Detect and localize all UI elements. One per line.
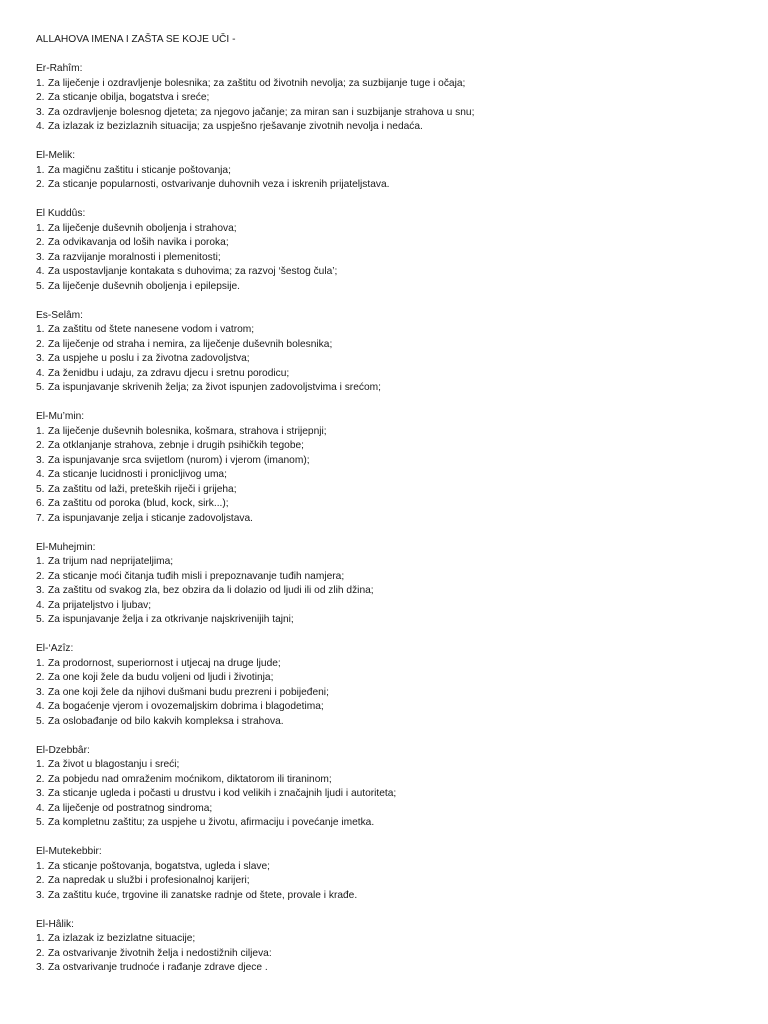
list-item-number: 1.: [36, 425, 45, 437]
list-item-number: 2.: [36, 773, 45, 785]
list-item-text: Za napredak u službi i profesionalnoj karijeri;: [48, 875, 250, 886]
list-item-number: 2.: [36, 179, 45, 190]
list-item-text: Za izlazak iz bezizlaznih situacija; za uspješno rješavanje zivotnih nevolja i nedaća.: [48, 121, 423, 132]
section: [36, 845, 736, 903]
list-item-number: 7.: [36, 512, 45, 524]
list-item-text: Za sticanje lucidnosti i pronicljivog uma;: [48, 469, 227, 480]
list-item-number: 1.: [36, 933, 45, 944]
list-item: [36, 483, 736, 498]
list-item-text: Za sticanje popularnosti, ostvarivanje duhovnih veza i iskrenih prijateljstava.: [48, 179, 390, 190]
list-item-text: Za one koji žele da njihovi dušmani budu prezreni i pobijeđeni;: [48, 686, 329, 698]
list-item-text: Za izlazak iz bezizlatne situacije;: [48, 933, 196, 944]
section: [36, 918, 736, 976]
list-item-number: 3.: [36, 454, 45, 466]
list-item: [36, 947, 736, 962]
list-item-number: 1.: [36, 759, 45, 770]
list-item: [36, 251, 736, 266]
list-item: [36, 555, 736, 570]
list-item-text: Za magičnu zaštitu i sticanje poštovanja;: [48, 164, 231, 176]
list-item: [36, 77, 736, 92]
list-item: [36, 468, 736, 483]
list-item-number: 3.: [36, 788, 45, 799]
list-item: [36, 787, 736, 802]
list-item-text: Za ozdravljenje bolesnog djeteta; za njegovo jačanje; za miran san i suzbijanje strahova u snu;: [48, 106, 475, 118]
list-item: [36, 222, 736, 237]
section: [36, 62, 736, 135]
list-item: [36, 120, 736, 135]
list-item: [36, 700, 736, 715]
list-item-text: Za liječenje duševnih oboljenja i strahova;: [48, 222, 237, 234]
list-item: [36, 323, 736, 338]
list-item: [36, 584, 736, 599]
list-item: [36, 613, 736, 628]
list-item-number: 3.: [36, 889, 45, 901]
list-item-text: Za liječenje duševnih oboljenja i epilepsije.: [48, 280, 240, 292]
list-item-number: 1.: [36, 77, 45, 89]
list-item-text: Za ispunjavanje zelja i sticanje zadovoljstava.: [48, 512, 253, 524]
list-item-text: Za prijateljstvo i ljubav;: [48, 599, 152, 611]
list-item-text: Za zaštitu od laži, preteških riječi i grijeha;: [48, 483, 237, 495]
list-item-number: 1.: [36, 222, 45, 234]
list-item-text: Za one koji žele da budu voljeni od ljudi i životinja;: [48, 672, 274, 683]
list-item-number: 3.: [36, 353, 45, 364]
section-name: El-Mu’min:: [36, 411, 85, 422]
list-item-text: Za sticanje moći čitanja tuđih misli i prepoznavanje tuđih namjera;: [48, 570, 345, 582]
list-item-text: Za trijum nad neprijateljima;: [48, 556, 174, 567]
list-item-text: Za zaštitu kuće, trgovine ili zanatske radnje od štete, provale i krađe.: [48, 889, 358, 901]
list-item-number: 4.: [36, 266, 45, 277]
list-item-number: 1.: [36, 556, 45, 567]
list-item-number: 5.: [36, 817, 45, 828]
list-item: [36, 338, 736, 353]
list-item: [36, 367, 736, 382]
list-item-number: 5.: [36, 483, 45, 495]
list-item-number: 4.: [36, 802, 45, 814]
list-item: [36, 715, 736, 730]
list-item: [36, 425, 736, 440]
list-item-number: 2.: [36, 672, 45, 683]
list-item-text: Za ispunjavanje skrivenih želja; za život ispunjen zadovoljstvima i srećom;: [48, 382, 381, 393]
sections-container: [36, 62, 736, 976]
list-item: [36, 657, 736, 672]
section-name: El-Muhejmin:: [36, 541, 96, 553]
list-item: [36, 932, 736, 947]
list-item-text: Za kompletnu zaštitu; za uspjehe u životu, afirmaciju i povećanje imetka.: [48, 817, 375, 828]
section-item-list: [36, 425, 736, 527]
list-item-number: 4.: [36, 367, 45, 379]
section-name: El-Mutekebbir:: [36, 846, 102, 857]
list-item: [36, 961, 736, 976]
list-item: [36, 164, 736, 179]
section-name: El-Hâlik:: [36, 918, 74, 930]
list-item-text: Za ostvarivanje trudnoće i rađanje zdrave djece .: [48, 962, 268, 973]
list-item: [36, 802, 736, 817]
list-item: [36, 570, 736, 585]
list-item: [36, 439, 736, 454]
list-item: [36, 512, 736, 527]
section-name: El-Melik:: [36, 150, 76, 161]
list-item-text: Za sticanje poštovanja, bogatstva, ugleda i slave;: [48, 860, 270, 872]
list-item: [36, 816, 736, 831]
list-item-number: 5.: [36, 280, 45, 292]
list-item-number: 5.: [36, 715, 45, 727]
list-item-number: 2.: [36, 875, 45, 886]
list-item-text: Za sticanje ugleda i počasti u drustvu i kod velikih i značajnih ljudi i autoriteta;: [48, 788, 397, 799]
list-item: [36, 178, 736, 193]
section: [36, 149, 736, 193]
section-name: El-Dzebbâr:: [36, 744, 90, 756]
list-item-text: Za liječenje i ozdravljenje bolesnika; za zaštitu od životnih nevolja; za suzbijanje tuge i očaja;: [48, 77, 466, 89]
list-item-text: Za uspjehe u poslu i za životna zadovoljstva;: [48, 353, 250, 364]
list-item-text: Za život u blagostanju i sreći;: [48, 759, 180, 770]
section-name: Er-Rahîm:: [36, 63, 83, 74]
list-item-number: 4.: [36, 599, 45, 611]
list-item-number: 2.: [36, 338, 45, 350]
list-item: [36, 758, 736, 773]
list-item-text: Za otklanjanje strahova, zebnje i drugih psihičkih tegobe;: [48, 440, 304, 451]
list-item-text: Za ženidbu i udaju, za zdravu djecu i sretnu porodicu;: [48, 367, 290, 379]
list-item-text: Za liječenje od postratnog sindroma;: [48, 802, 213, 814]
list-item-text: Za zaštitu od poroka (blud, kock, sirk...);: [48, 498, 229, 509]
list-item-number: 4.: [36, 469, 45, 480]
list-item-text: Za pobjedu nad omraženim moćnikom, diktatorom ili tiraninom;: [48, 773, 332, 785]
list-item: [36, 454, 736, 469]
list-item-number: 2.: [36, 570, 45, 582]
section-item-list: [36, 555, 736, 628]
list-item-number: 2.: [36, 440, 45, 451]
list-item-number: 6.: [36, 498, 45, 509]
list-item-text: Za zaštitu od štete nanesene vodom i vatrom;: [48, 324, 255, 335]
document-page: [36, 33, 736, 990]
list-item-number: 1.: [36, 657, 45, 669]
list-item-number: 2.: [36, 237, 45, 248]
list-item-text: Za zaštitu od svakog zla, bez obzira da li dolazio od ljudi ili od zlih džina;: [48, 585, 374, 596]
list-item-number: 5.: [36, 614, 45, 625]
list-item-text: Za oslobađanje od bilo kakvih kompleksa i strahova.: [48, 715, 284, 727]
list-item-text: Za liječenje duševnih bolesnika, košmara, strahova i strijepnji;: [48, 425, 327, 437]
section-item-list: [36, 222, 736, 295]
list-item-text: Za sticanje obilja, bogatstva i sreće;: [48, 92, 210, 103]
section-name: El Kuddûs:: [36, 208, 86, 219]
section-item-list: [36, 860, 736, 904]
section-item-list: [36, 758, 736, 831]
list-item: [36, 773, 736, 788]
section: [36, 309, 736, 396]
list-item-number: 3.: [36, 106, 45, 118]
list-item-number: 3.: [36, 686, 45, 698]
list-item: [36, 889, 736, 904]
list-item-number: 4.: [36, 121, 45, 132]
list-item: [36, 874, 736, 889]
list-item-text: Za ispunjavanje želja i za otkrivanje najskrivenijih tajni;: [48, 614, 294, 625]
list-item: [36, 352, 736, 367]
list-item: [36, 860, 736, 875]
section-item-list: [36, 657, 736, 730]
list-item-text: Za liječenje od straha i nemira, za liječenje duševnih bolesnika;: [48, 338, 333, 350]
section: [36, 207, 736, 294]
section: [36, 642, 736, 729]
list-item: [36, 91, 736, 106]
list-item-text: Za uspostavljanje kontakata s duhovima; za razvoj ‘šestog čula’;: [48, 266, 338, 277]
list-item: [36, 599, 736, 614]
list-item: [36, 106, 736, 121]
list-item-number: 3.: [36, 251, 45, 263]
list-item-number: 3.: [36, 962, 45, 973]
list-item-text: Za prodornost, superiornost i utjecaj na druge ljude;: [48, 657, 281, 669]
list-item: [36, 265, 736, 280]
section-item-list: [36, 932, 736, 976]
list-item-number: 1.: [36, 164, 45, 176]
section: [36, 541, 736, 628]
list-item-text: Za ispunjavanje srca svijetlom (nurom) i vjerom (imanom);: [48, 454, 310, 466]
list-item-text: Za ostvarivanje životnih želja i nedostižnih ciljeva:: [48, 947, 272, 959]
list-item: [36, 497, 736, 512]
section: [36, 744, 736, 831]
list-item: [36, 280, 736, 295]
list-item: [36, 686, 736, 701]
list-item-number: 1.: [36, 324, 45, 335]
list-item: [36, 671, 736, 686]
list-item-number: 5.: [36, 382, 45, 393]
list-item-number: 3.: [36, 585, 45, 596]
list-item: [36, 381, 736, 396]
list-item-number: 1.: [36, 860, 45, 872]
list-item-number: 4.: [36, 701, 45, 712]
list-item-text: Za bogaćenje vjerom i ovozemaljskim dobrima i blagodetima;: [48, 701, 324, 712]
section-item-list: [36, 164, 736, 193]
section-item-list: [36, 77, 736, 135]
section: [36, 410, 736, 526]
section-name: El-‘Azîz:: [36, 643, 74, 654]
list-item-number: 2.: [36, 947, 45, 959]
list-item-number: 2.: [36, 92, 45, 103]
list-item: [36, 236, 736, 251]
document-title: ALLAHOVA IMENA I ZAŠTA SE KOJE UČI -: [36, 34, 236, 45]
section-item-list: [36, 323, 736, 396]
section-name: Es-Selâm:: [36, 309, 83, 321]
list-item-text: Za odvikavanja od loših navika i poroka;: [48, 237, 229, 248]
list-item-text: Za razvijanje moralnosti i plemenitosti;: [48, 251, 221, 263]
